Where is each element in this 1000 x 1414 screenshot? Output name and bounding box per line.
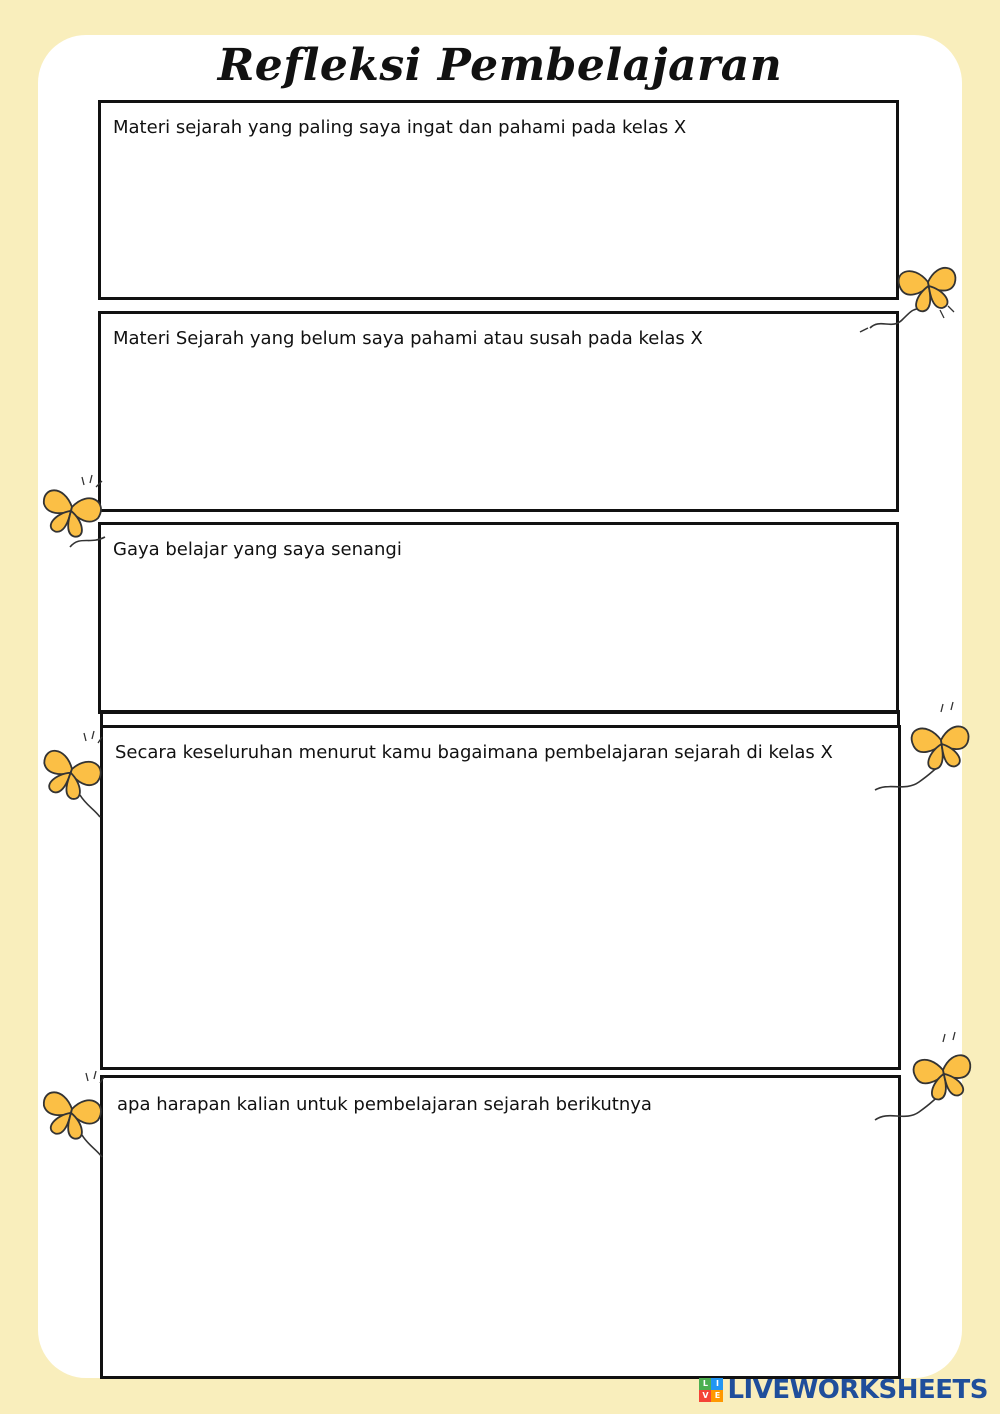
liveworksheets-logo[interactable] xyxy=(699,1374,988,1406)
logo-letter-e: E xyxy=(711,1390,723,1402)
answer-area-4[interactable] xyxy=(115,774,886,1057)
answer-area-5[interactable] xyxy=(115,1124,886,1366)
reflection-box-5 xyxy=(100,1075,901,1379)
page-title: Refleksi Pembelajaran xyxy=(217,40,783,91)
reflection-box-3 xyxy=(98,522,899,714)
reflection-box-1 xyxy=(98,100,899,300)
answer-area-3[interactable] xyxy=(113,571,884,701)
butterfly-icon xyxy=(865,1030,975,1130)
butterfly-icon xyxy=(850,240,960,340)
answer-area-1[interactable] xyxy=(113,149,884,287)
reflection-box-4 xyxy=(100,725,901,1070)
answer-area-2[interactable] xyxy=(113,360,884,499)
reflection-prompt-5: apa harapan kalian untuk pembelajaran sejarah berikutnya xyxy=(117,1094,652,1115)
reflection-prompt-1: Materi sejarah yang paling saya ingat dan pahami pada kelas X xyxy=(113,117,687,138)
butterfly-icon xyxy=(30,725,140,825)
butterfly-icon xyxy=(30,465,140,565)
reflection-box-2 xyxy=(98,311,899,512)
reflection-prompt-4: Secara keseluruhan menurut kamu bagaimana pembelajaran sejarah di kelas X xyxy=(115,742,833,763)
reflection-prompt-3: Gaya belajar yang saya senangi xyxy=(113,539,402,560)
logo-text: LIVEWORKSHEETS xyxy=(727,1375,988,1405)
butterfly-icon xyxy=(30,1065,140,1165)
logo-letter-l: L xyxy=(699,1378,711,1390)
reflection-prompt-2: Materi Sejarah yang belum saya pahami atau susah pada kelas X xyxy=(113,328,703,349)
butterfly-icon xyxy=(865,700,975,800)
liveworksheets-logo-icon xyxy=(699,1378,723,1402)
logo-letter-i: I xyxy=(711,1378,723,1390)
logo-letter-v: V xyxy=(699,1390,711,1402)
